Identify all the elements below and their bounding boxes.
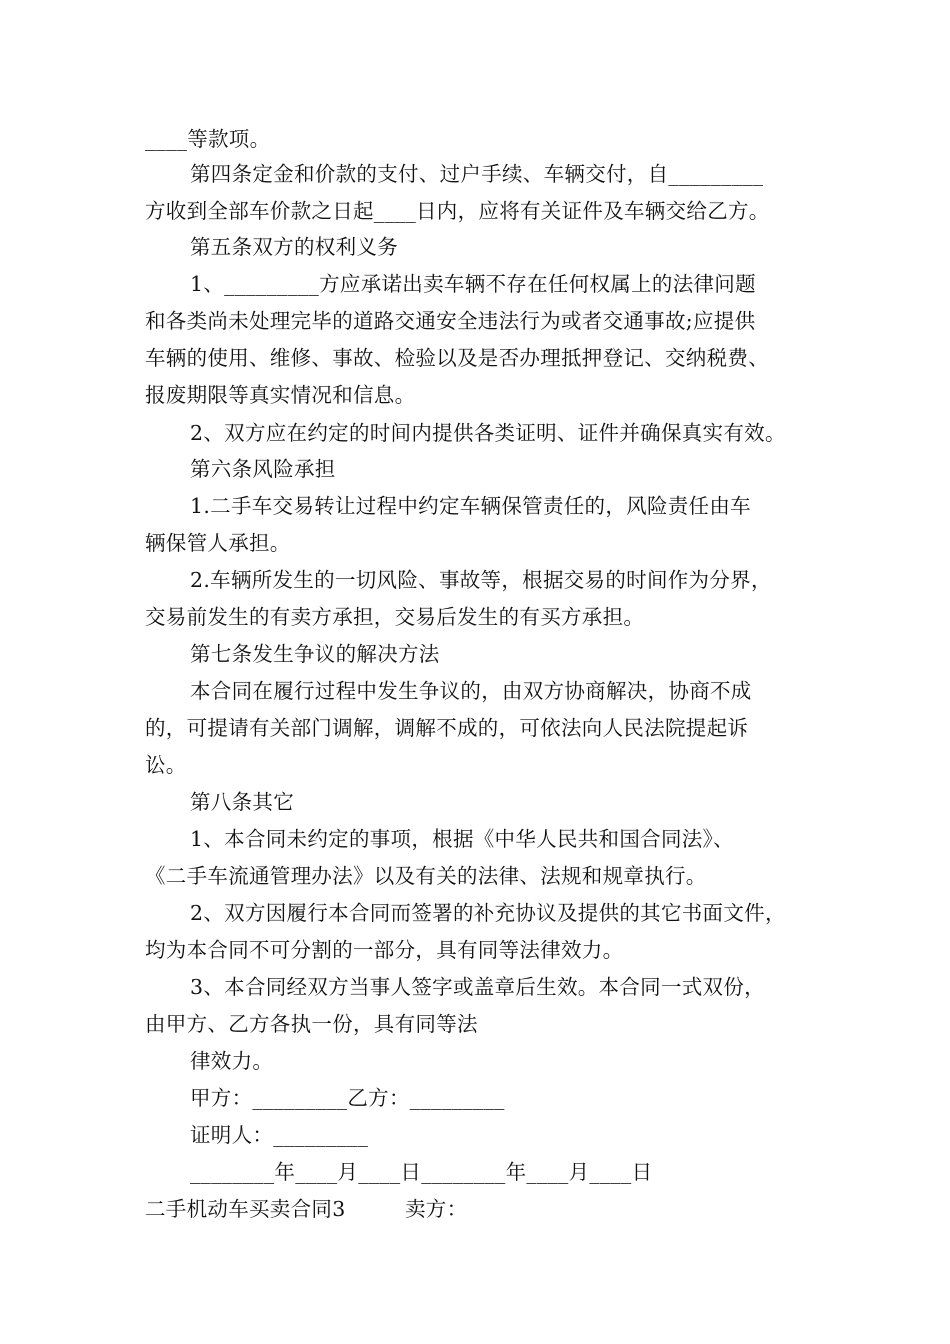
text-line-7: 车辆的使用、维修、事故、检验以及是否办理抵押登记、交纳税费、	[145, 346, 769, 370]
text-line-12: 辆保管人承担。	[145, 531, 291, 555]
text-line-16: 本合同在履行过程中发生争议的，由双方协商解决，协商不成	[190, 679, 752, 703]
text-line-20: 1、本合同未约定的事项，根据《中华人民共和国合同法》、	[190, 827, 734, 851]
text-line-11: 1.二手车交易转让过程中约定车辆保管责任的，风险责任由车	[190, 494, 751, 518]
text-line-25: 由甲方、乙方各执一份，具有同等法	[145, 1012, 478, 1036]
text-line-14: 交易前发生的有卖方承担，交易后发生的有买方承担。	[145, 605, 645, 629]
text-line-21: 《二手车流通管理办法》以及有关的法律、法规和规章执行。	[145, 864, 707, 888]
text-line-24: 3、本合同经双方当事人签字或盖章后生效。本合同一式双份，	[190, 975, 765, 999]
text-line-9: 2、双方应在约定的时间内提供各类证明、证件并确保真实有效。	[190, 421, 786, 445]
text-line-2: 第四条定金和价款的支付、过户手续、车辆交付，自_________	[190, 162, 764, 186]
text-line-5: 1、_________方应承诺出卖车辆不存在任何权属上的法律问题	[190, 272, 756, 296]
section-heading-5: 第五条双方的权利义务	[190, 235, 398, 259]
text-line-1: ____等款项。	[145, 127, 271, 151]
text-line-13: 2.车辆所发生的一切风险、事故等，根据交易的时间作为分界，	[190, 568, 772, 592]
text-line-8: 报废期限等真实情况和信息。	[145, 383, 416, 407]
text-line-17: 的，可提请有关部门调解，调解不成的，可依法向人民法院提起诉	[145, 716, 749, 740]
text-line-22: 2、双方因履行本合同而签署的补充协议及提供的其它书面文件，	[190, 901, 786, 925]
text-line-18: 讼。	[145, 753, 187, 777]
witness-line: 证明人：_________	[190, 1123, 369, 1147]
section-heading-7: 第七条发生争议的解决方法	[190, 642, 440, 666]
text-line-3: 方收到全部车价款之日起____日内，应将有关证件及车辆交给乙方。	[145, 199, 770, 223]
signature-parties-line: 甲方：_________乙方：_________	[190, 1086, 505, 1110]
seller-label: 卖方：	[405, 1197, 468, 1221]
next-contract-title: 二手机动车买卖合同3	[145, 1197, 346, 1221]
section-heading-8: 第八条其它	[190, 790, 294, 814]
text-line-26: 律效力。	[190, 1049, 274, 1073]
date-line: ________年____月____日________年____月____日	[190, 1160, 653, 1184]
text-line-23: 均为本合同不可分割的一部分，具有同等法律效力。	[145, 938, 624, 962]
text-line-6: 和各类尚未处理完毕的道路交通安全违法行为或者交通事故;应提供	[145, 309, 756, 333]
section-heading-6: 第六条风险承担	[190, 457, 336, 481]
